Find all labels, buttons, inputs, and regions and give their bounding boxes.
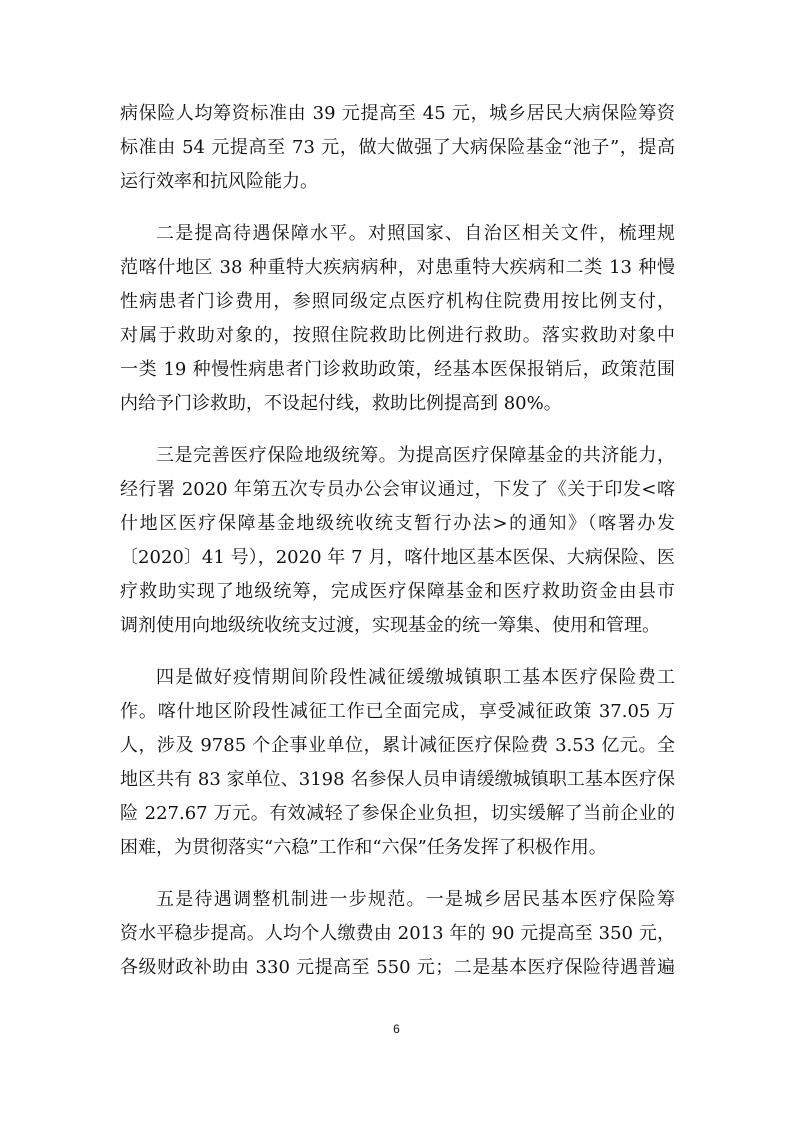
page-number: 6 xyxy=(393,1022,400,1036)
text-line: 疗救助实现了地级统筹，完成医疗保障基金和医疗救助资金由县市 xyxy=(120,581,675,602)
text-line: 对属于救助对象的，按照住院救助比例进行救助。落实救助对象中 xyxy=(120,325,675,346)
text-line: 地区共有 83 家单位、3198 名参保人员申请缓缴城镇职工基本医疗保 xyxy=(120,769,675,790)
paragraph-start-line: 五是待遇调整机制进一步规范。一是城乡居民基本医疗保险筹 xyxy=(156,889,675,910)
paragraph-start-line: 三是完善医疗保险地级统筹。为提高医疗保障基金的共济能力， xyxy=(156,445,675,466)
text-line: 标准由 54 元提高至 73 元，做大做强了大病保险基金“池子”，提高 xyxy=(120,137,675,158)
text-line: 困难，为贯彻落实“六稳”工作和“六保”任务发挥了积极作用。 xyxy=(120,837,607,858)
text-line: 各级财政补助由 330 元提高至 550 元；二是基本医疗保险待遇普遍 xyxy=(120,957,675,978)
text-line: 险 227.67 万元。有效减轻了参保企业负担，切实缓解了当前企业的 xyxy=(120,803,675,824)
text-line: 一类 19 种慢性病患者门诊救助政策，经基本医保报销后，政策范围 xyxy=(120,359,675,380)
text-line: 调剂使用向地级统收统支过渡，实现基金的统一筹集、使用和管理。 xyxy=(120,615,660,636)
text-line: 运行效率和抗风险能力。 xyxy=(120,171,318,192)
text-line: 内给予门诊救助，不设起付线，救助比例提高到 80%。 xyxy=(120,393,562,414)
text-line: 病保险人均筹资标准由 39 元提高至 45 元，城乡居民大病保险筹资 xyxy=(120,103,675,124)
text-line: 经行署 2020 年第五次专员办公会审议通过，下发了《关于印发<喀 xyxy=(120,479,675,500)
paragraph-start-line: 四是做好疫情期间阶段性减征缓缴城镇职工基本医疗保险费工 xyxy=(156,667,675,688)
text-line: 作。喀什地区阶段性减征工作已全面完成，享受减征政策 37.05 万 xyxy=(120,701,675,722)
text-line: 性病患者门诊费用，参照同级定点医疗机构住院费用按比例支付， xyxy=(120,291,675,312)
paragraph-start-line: 二是提高待遇保障水平。对照国家、自治区相关文件，梳理规 xyxy=(156,223,675,244)
text-line: 〔2020〕41 号），2020 年 7 月，喀什地区基本医保、大病保险、医 xyxy=(120,547,675,568)
text-line: 资水平稳步提高。人均个人缴费由 2013 年的 90 元提高至 350 元， xyxy=(120,923,675,944)
text-line: 人，涉及 9785 个企事业单位，累计减征医疗保险费 3.53 亿元。全 xyxy=(120,735,675,756)
text-line: 范喀什地区 38 种重特大疾病病种，对患重特大疾病和二类 13 种慢 xyxy=(120,257,675,278)
text-line: 什地区医疗保障基金地级统收统支暂行办法>的通知》（喀署办发 xyxy=(120,513,675,534)
